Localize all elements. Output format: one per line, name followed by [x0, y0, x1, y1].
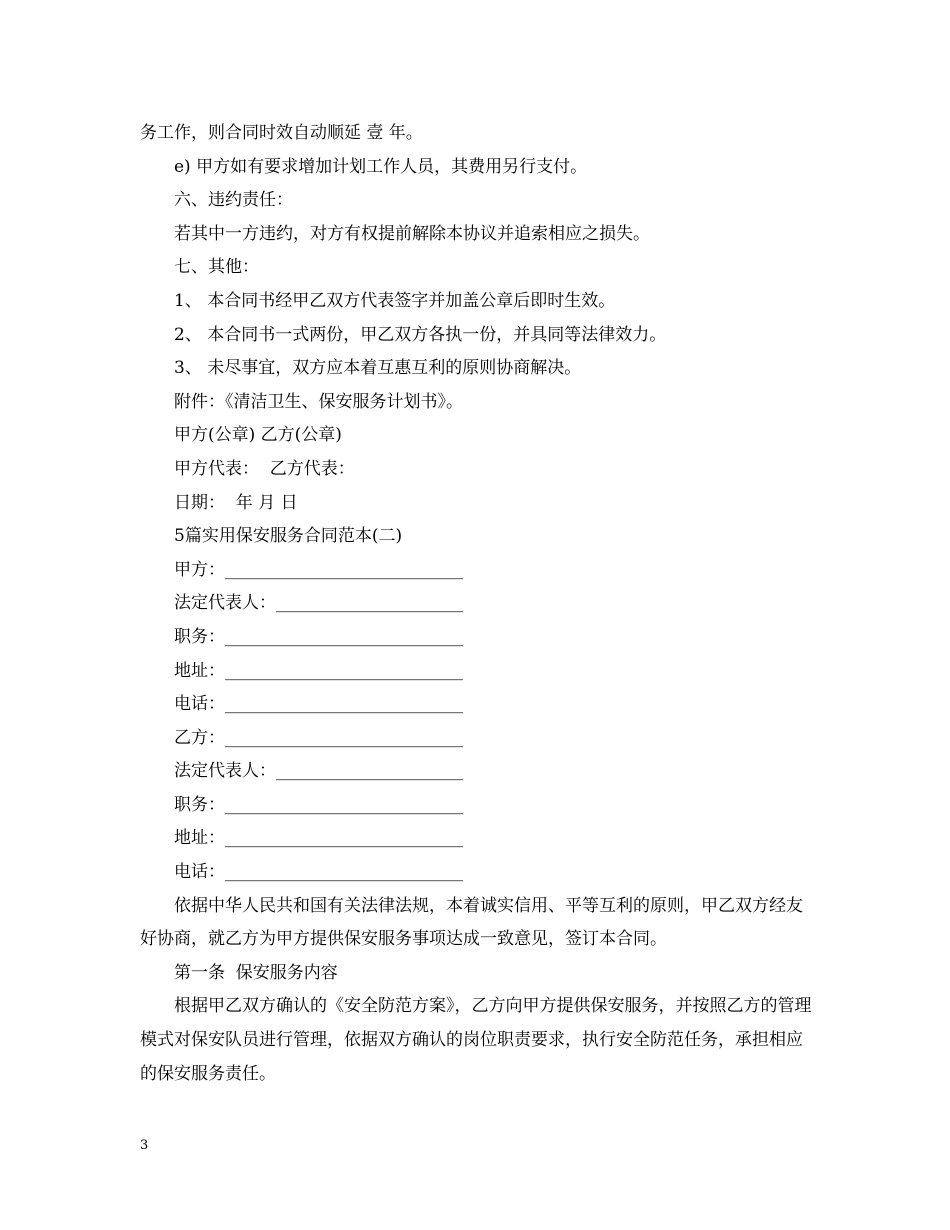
document-paragraph: 5篇实用保安服务合同范本(二)	[174, 526, 403, 547]
document-paragraph: 甲方代表： 乙方代表：	[174, 458, 355, 479]
document-paragraph: 法定代表人：______________________	[174, 593, 463, 614]
document-paragraph: 3、 未尽事宜，双方应本着互惠互利的原则协商解决。	[174, 358, 582, 379]
document-paragraph: 六、违约责任：	[174, 190, 293, 211]
document-paragraph: 附件：《清洁卫生、保安服务计划书》。	[174, 391, 463, 412]
document-paragraph: 甲方(公章) 乙方(公章)	[174, 425, 342, 446]
document-body	[140, 117, 812, 1091]
document-paragraph: 乙方：____________________________	[174, 727, 463, 748]
document-paragraph: e) 甲方如有要求增加计划工作人员，其费用另行支付。	[174, 156, 588, 177]
document-paragraph: 根据甲乙双方确认的《安全防范方案》，乙方向甲方提供保安服务，并按照乙方的管理模式对保安队员进行管理，依据双方确认的岗位职责要求，执行安全防范任务，承担相应的保安服务责任。	[140, 996, 812, 1084]
document-paragraph: 职务：____________________________	[174, 626, 463, 647]
document-paragraph: 地址：____________________________	[174, 828, 463, 849]
document-paragraph: 职务：____________________________	[174, 794, 463, 815]
page-number: 3	[140, 1138, 149, 1153]
document-paragraph: 电话：____________________________	[174, 862, 463, 883]
document-paragraph: 甲方：____________________________	[174, 559, 463, 580]
document-paragraph: 2、 本合同书一式两份，甲乙双方各执一份，并具同等法律效力。	[174, 324, 667, 345]
document-paragraph: 电话：____________________________	[174, 694, 463, 715]
document-paragraph: 日期： 年 月 日	[174, 492, 298, 513]
document-paragraph: 七、其他：	[174, 257, 259, 278]
document-paragraph: 第一条 保安服务内容	[174, 962, 338, 983]
document-paragraph: 1、 本合同书经甲乙双方代表签字并加盖公章后即时生效。	[174, 290, 616, 311]
document-paragraph: 依据中华人民共和国有关法律法规，本着诚实信用、平等互利的原则，甲乙双方经友好协商，就乙方为甲方提供保安服务事项达成一致意见，签订本合同。	[140, 895, 803, 950]
document-paragraph: 务工作，则合同时效自动顺延 壹 年。	[140, 123, 423, 143]
document-paragraph: 法定代表人：______________________	[174, 761, 463, 782]
document-paragraph: 若其中一方违约，对方有权提前解除本协议并追索相应之损失。	[174, 223, 650, 244]
document-paragraph: 地址：____________________________	[174, 660, 463, 681]
